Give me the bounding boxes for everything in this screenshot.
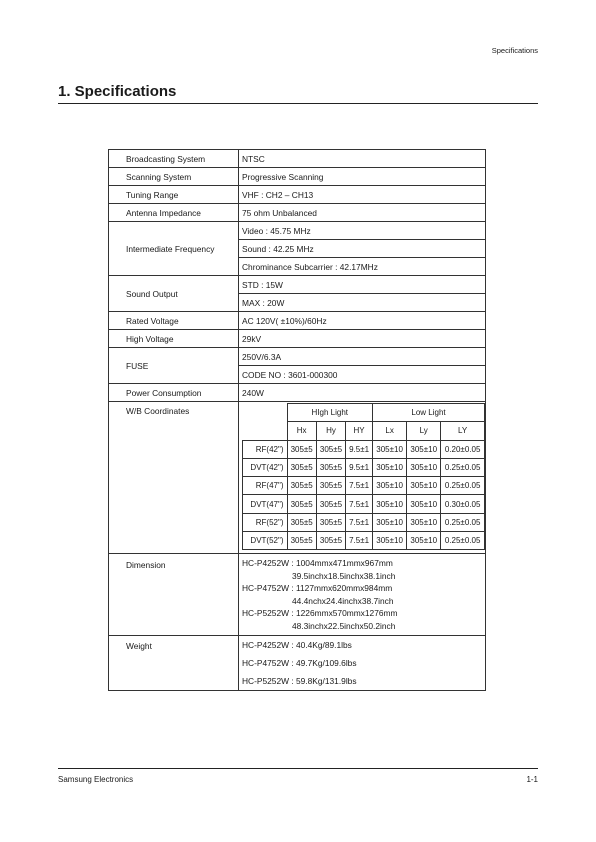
spec-value: Sound : 42.25 MHz [239, 240, 486, 258]
wb-model-cell: RF(52") [243, 513, 288, 531]
specifications-table [108, 149, 486, 691]
wb-value-cell: 305±10 [407, 477, 441, 495]
wb-column-header: Hy [316, 422, 345, 440]
page-number: 1-1 [526, 775, 538, 784]
title-rule [58, 103, 538, 104]
wb-model-cell: DVT(52") [243, 532, 288, 550]
wb-value-cell: 7.5±1 [346, 532, 373, 550]
spec-row-antenna [109, 204, 486, 222]
wb-value-cell: 0.25±0.05 [441, 513, 485, 531]
wb-value-cell: 305±5 [287, 477, 316, 495]
wb-value-cell: 305±10 [407, 532, 441, 550]
weight-line: HC-P4752W : 49.7Kg/109.6lbs [242, 658, 357, 669]
wb-value-cell: 0.20±0.05 [441, 440, 485, 458]
wb-value-cell: 0.30±0.05 [441, 495, 485, 513]
dimension-line: 39.5inchx18.5inchx38.1inch [292, 570, 396, 581]
wb-value-cell: 7.5±1 [346, 513, 373, 531]
dimension-line: HC-P4752W : 1127mmx620mmx984mm [242, 583, 393, 594]
wb-value-cell: 7.5±1 [346, 477, 373, 495]
wb-column-header: Hx [287, 422, 316, 440]
spec-row-voltage [109, 312, 486, 330]
dimension-line: 44.4nchx24.4inchx38.7inch [292, 595, 394, 606]
wb-value-cell: 9.5±1 [346, 458, 373, 476]
wb-value-cell: 0.25±0.05 [441, 532, 485, 550]
spec-row-high-voltage [109, 330, 486, 348]
wb-value-cell: 305±5 [316, 532, 345, 550]
spec-row-weight [109, 636, 486, 691]
spec-label: Rated Voltage [109, 312, 239, 330]
wb-model-cell: DVT(47") [243, 495, 288, 513]
spec-value: Video : 45.75 MHz [239, 222, 486, 240]
wb-value-cell: 305±10 [373, 532, 407, 550]
spec-value: 75 ohm Unbalanced [239, 204, 486, 222]
spec-value: VHF : CH2 – CH13 [239, 186, 486, 204]
running-header: Specifications [491, 46, 538, 55]
wb-value-cell: 305±5 [316, 477, 345, 495]
wb-value-cell: 305±5 [316, 495, 345, 513]
spec-row-broadcasting [109, 150, 486, 168]
spec-label: Dimension [109, 554, 239, 636]
spec-row-wb [109, 402, 486, 554]
wb-coordinates-table [242, 403, 485, 550]
wb-value-cell: 305±5 [316, 440, 345, 458]
wb-row [243, 477, 485, 495]
spec-value: 240W [239, 384, 486, 402]
spec-value [239, 402, 486, 554]
wb-model-cell: RF(47") [243, 477, 288, 495]
wb-model-cell: RF(42") [243, 440, 288, 458]
wb-column-header: Lx [373, 422, 407, 440]
wb-value-cell: 305±5 [287, 458, 316, 476]
spec-value [239, 554, 486, 636]
wb-value-cell: 305±10 [407, 440, 441, 458]
spec-label: FUSE [109, 348, 239, 384]
spec-row-scanning [109, 168, 486, 186]
spec-row-tuning [109, 186, 486, 204]
wb-value-cell: 305±10 [373, 458, 407, 476]
spec-label: High Voltage [109, 330, 239, 348]
wb-value-cell: 9.5±1 [346, 440, 373, 458]
spec-value: NTSC [239, 150, 486, 168]
wb-row [243, 495, 485, 513]
wb-model-cell: DVT(42") [243, 458, 288, 476]
dimension-line: HC-P5252W : 1226mmx570mmx1276mm [242, 608, 398, 619]
wb-group-high-light: HIgh Light [287, 404, 373, 422]
wb-column-header: HY [346, 422, 373, 440]
footer-company: Samsung Electronics [58, 775, 134, 784]
spec-label: Intermediate Frequency [109, 222, 239, 276]
spec-row-power [109, 384, 486, 402]
spec-value: 29kV [239, 330, 486, 348]
spec-label: Scanning System [109, 168, 239, 186]
wb-value-cell: 305±5 [316, 513, 345, 531]
spec-row-fuse [109, 348, 486, 366]
wb-row [243, 458, 485, 476]
dimension-line: 48.3inchx22.5inchx50.2inch [292, 620, 396, 631]
wb-value-cell: 305±5 [287, 532, 316, 550]
wb-value-cell: 305±5 [287, 513, 316, 531]
wb-value-cell: 0.25±0.05 [441, 458, 485, 476]
spec-label: Tuning Range [109, 186, 239, 204]
wb-value-cell: 305±5 [316, 458, 345, 476]
wb-value-cell: 305±10 [373, 513, 407, 531]
wb-value-cell: 305±10 [407, 513, 441, 531]
spec-value: 250V/6.3A [239, 348, 486, 366]
wb-value-cell: 305±10 [373, 440, 407, 458]
spec-row-sound [109, 276, 486, 294]
spec-value [239, 636, 486, 691]
wb-value-cell: 305±10 [373, 495, 407, 513]
page-title: 1. Specifications [58, 83, 177, 100]
spec-value: AC 120V( ±10%)/60Hz [239, 312, 486, 330]
wb-column-header: LY [441, 422, 485, 440]
wb-value-cell: 305±10 [407, 458, 441, 476]
spec-label: Antenna Impedance [109, 204, 239, 222]
spec-row-dimension [109, 554, 486, 636]
spec-value: MAX : 20W [239, 294, 486, 312]
wb-group-low-light: Low Light [373, 404, 485, 422]
wb-row [243, 513, 485, 531]
wb-value-cell: 305±5 [287, 495, 316, 513]
spec-value: CODE NO : 3601-000300 [239, 366, 486, 384]
wb-value-cell: 305±10 [373, 477, 407, 495]
spec-label: W/B Coordinates [109, 402, 239, 554]
wb-value-cell: 305±10 [407, 495, 441, 513]
spec-label: Weight [109, 636, 239, 691]
wb-column-header: Ly [407, 422, 441, 440]
wb-row [243, 532, 485, 550]
spec-value: Chrominance Subcarrier : 42.17MHz [239, 258, 486, 276]
spec-label: Broadcasting System [109, 150, 239, 168]
footer-rule [58, 768, 538, 769]
spec-label: Sound Output [109, 276, 239, 312]
spec-value: STD : 15W [239, 276, 486, 294]
spec-label: Power Consumption [109, 384, 239, 402]
wb-value-cell: 305±5 [287, 440, 316, 458]
spec-row-if [109, 222, 486, 240]
wb-value-cell: 0.25±0.05 [441, 477, 485, 495]
weight-line: HC-P5252W : 59.8Kg/131.9lbs [242, 676, 357, 687]
wb-group-header-row [243, 404, 485, 422]
wb-corner-cell [243, 404, 288, 441]
dimension-line: HC-P4252W : 1004mmx471mmx967mm [242, 558, 393, 569]
spec-value: Progressive Scanning [239, 168, 486, 186]
weight-line: HC-P4252W : 40.4Kg/89.1lbs [242, 640, 352, 651]
wb-value-cell: 7.5±1 [346, 495, 373, 513]
wb-row [243, 440, 485, 458]
